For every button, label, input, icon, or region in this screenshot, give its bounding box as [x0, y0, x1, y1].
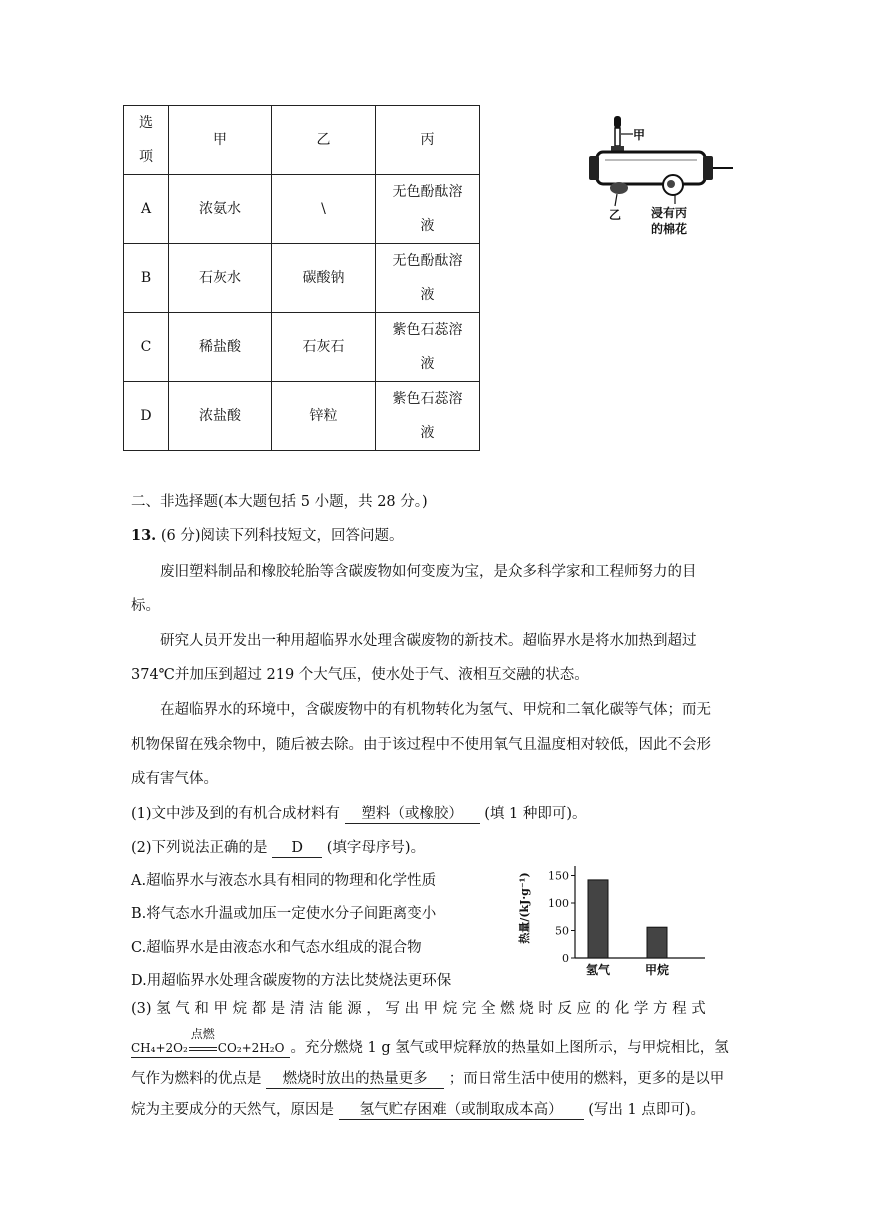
section-heading: 二、非选择题(本大题包括 5 小题，共 28 分。)	[131, 494, 428, 510]
category-label: 甲烷	[644, 963, 670, 977]
table-row	[124, 313, 480, 382]
cell-yi: 碳酸钠	[272, 244, 376, 313]
q2-answer: D	[272, 839, 322, 858]
category-label: 氢气	[585, 963, 611, 977]
q1-prompt: (1)文中涉及到的有机合成材料有	[131, 806, 341, 822]
q3-line2	[131, 1027, 729, 1058]
para1-line1: 废旧塑料制品和橡胶轮胎等含碳废物如何变废为宝，是众多科学家和工程师努力的目	[160, 564, 697, 580]
q3-advantage-prompt: 气作为燃料的优点是	[131, 1071, 262, 1087]
para1-line2: 标。	[131, 598, 160, 614]
option-b: B.将气态水升温或加压一定使水分子间距离变小	[131, 906, 437, 922]
y-tick-label: 100	[548, 897, 569, 910]
question-1	[131, 802, 587, 824]
apparatus-diagram	[585, 108, 735, 238]
cell-bing: 紫色石蕊溶液	[376, 313, 480, 382]
cell-jia: 浓氨水	[169, 175, 272, 244]
cell-bing: 无色酚酞溶液	[376, 244, 480, 313]
q3-line4	[131, 1098, 705, 1120]
cell-yi: 石灰石	[272, 313, 376, 382]
q3-reason-prompt: 烷为主要成分的天然气，原因是	[131, 1102, 334, 1118]
label-cotton-1: 浸有丙	[651, 206, 688, 220]
para3-line3: 成有害气体。	[131, 771, 218, 787]
y-tick-label: 0	[562, 952, 569, 965]
q3-reason-answer: 氢气贮存困难（或制取成本高）	[339, 1101, 584, 1120]
q3-advantage-answer: 燃烧时放出的热量更多	[266, 1070, 444, 1089]
q3-advantage-post: ；而日常生活中使用的燃料，更多的是以甲	[448, 1071, 725, 1087]
q3-line3	[131, 1067, 724, 1089]
question-2	[131, 836, 425, 858]
cell-jia: 浓盐酸	[169, 382, 272, 451]
bar-hydrogen	[588, 880, 608, 958]
q3-line1: (3) 氢 气 和 甲 烷 都 是 清 洁 能 源 ， 写 出 甲 烷 完 全 燃 烧 时 反 应 的 化 学 方 程 式	[131, 1001, 706, 1017]
header-yi: 乙	[272, 106, 376, 175]
cell-jia: 石灰水	[169, 244, 272, 313]
table-row	[124, 382, 480, 451]
q13-intro: (6 分)阅读下列科技短文，回答问题。	[160, 528, 404, 544]
q2-prompt: (2)下列说法正确的是	[131, 840, 268, 856]
table-header-row	[124, 106, 480, 175]
q2-hint: (填字母序号)。	[326, 840, 426, 856]
option-letter: B	[124, 244, 169, 313]
bar-methane	[647, 927, 667, 958]
q1-answer: 塑料（或橡胶）	[345, 805, 480, 824]
option-d: D.用超临界水处理含碳废物的方法比焚烧法更环保	[131, 973, 452, 989]
cell-yi: 锌粒	[272, 382, 376, 451]
header-option: 选 项	[124, 106, 169, 175]
label-jia: 甲	[633, 128, 646, 142]
cell-jia: 稀盐酸	[169, 313, 272, 382]
option-letter: A	[124, 175, 169, 244]
q13-number: 13.	[131, 527, 157, 544]
equals-sign	[189, 1047, 217, 1051]
q1-hint: (填 1 种即可)。	[484, 806, 587, 822]
cell-bing: 无色酚酞溶液	[376, 175, 480, 244]
heat-chart	[510, 858, 710, 980]
table-row	[124, 244, 480, 313]
cell-bing: 紫色石蕊溶液	[376, 382, 480, 451]
table-row	[124, 175, 480, 244]
header-bing: 丙	[376, 106, 480, 175]
header-jia: 甲	[169, 106, 272, 175]
y-tick-label: 150	[548, 869, 569, 883]
heat-chart-svg	[510, 858, 710, 980]
option-c: C.超临界水是由液态水和气态水组成的混合物	[131, 940, 422, 956]
para2-line1: 研究人员开发出一种用超临界水处理含碳废物的新技术。超临界水是将水加热到超过	[160, 633, 697, 649]
option-letter: D	[124, 382, 169, 451]
cell-yi: \	[272, 175, 376, 244]
para2-line2: 374℃并加压到超过 219 个大气压，使水处于气、液相互交融的状态。	[131, 667, 589, 683]
equation-right: CO₂+2H₂O	[217, 1041, 285, 1055]
equation-condition: 点燃	[190, 1027, 215, 1041]
q13-title	[131, 524, 404, 545]
option-a: A.超临界水与液态水具有相同的物理和化学性质	[131, 873, 437, 889]
q3-line2-text: 。充分燃烧 1 g 氢气或甲烷释放的热量如上图所示，与甲烷相比，氢	[290, 1040, 729, 1056]
q3-reason-post: (写出 1 点即可)。	[588, 1102, 705, 1118]
options-table	[123, 105, 480, 451]
para3-line2: 机物保留在残余物中，随后被去除。由于该过程中不使用氧气且温度相对较低，因此不会形	[131, 737, 711, 753]
equation	[131, 1027, 290, 1058]
para3-line1: 在超临界水的环境中，含碳废物中的有机物转化为氢气、甲烷和二氧化碳等气体；而无	[160, 702, 711, 718]
y-tick-label: 50	[555, 924, 569, 938]
option-letter: C	[124, 313, 169, 382]
y-axis-label: 热量/(kJ·g⁻¹)	[518, 872, 531, 944]
label-yi: 乙	[609, 208, 622, 222]
equation-left: CH₄+2O₂	[131, 1041, 188, 1055]
label-cotton-2: 的棉花	[651, 222, 688, 236]
